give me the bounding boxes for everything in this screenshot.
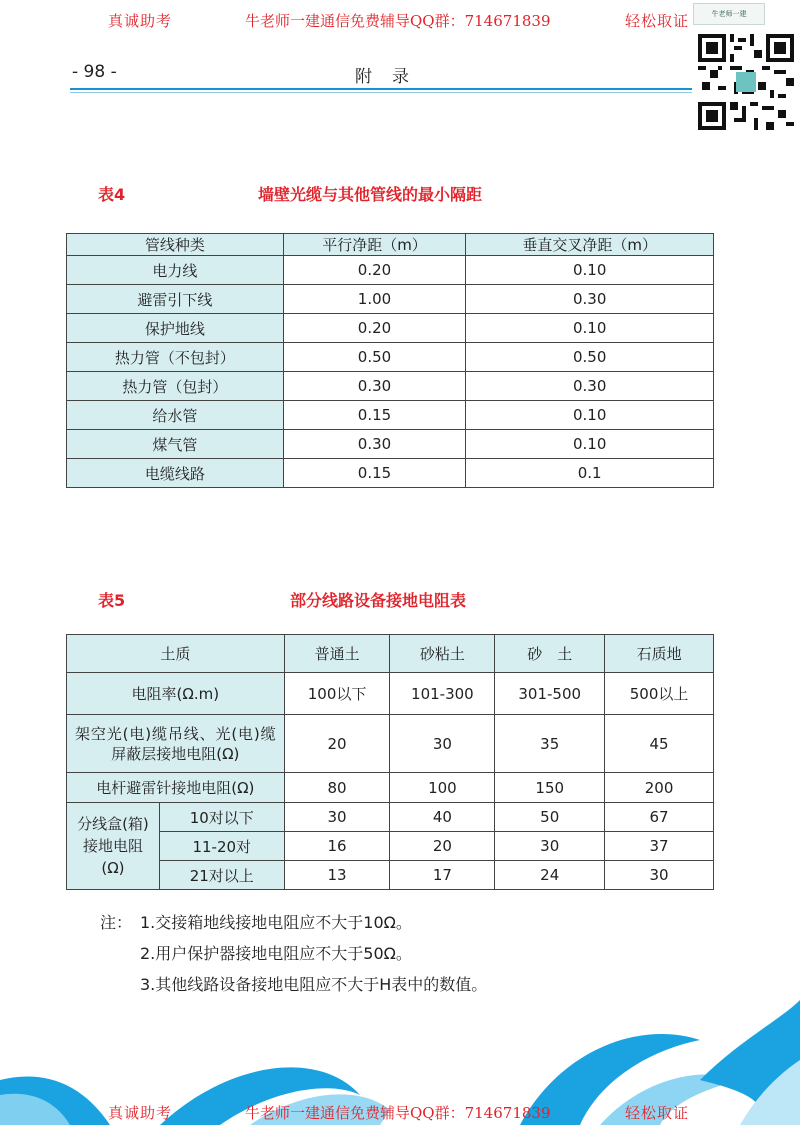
- column-header: 平行净距（m）: [283, 234, 466, 256]
- table-cell: 0.10: [466, 314, 714, 343]
- table-row: [67, 673, 714, 715]
- table-row: [67, 430, 714, 459]
- table-cell: 45: [605, 715, 714, 773]
- table-cell: 20: [390, 832, 495, 861]
- table-cell: 20: [284, 715, 390, 773]
- table-cell: 0.30: [283, 430, 466, 459]
- row-subheader: 10对以下: [159, 803, 284, 832]
- row-header: 热力管（包封）: [67, 372, 284, 401]
- table-cell: 50: [495, 803, 605, 832]
- column-header: 管线种类: [67, 234, 284, 256]
- column-header: 砂粘土: [390, 635, 495, 673]
- row-header: 电杆避雷针接地电阻(Ω): [67, 773, 285, 803]
- table5-caption: [0, 588, 800, 612]
- page-number: - 98 -: [72, 62, 117, 82]
- row-header: 电缆线路: [67, 459, 284, 488]
- table-cell: 0.20: [283, 256, 466, 285]
- table-cell: 0.15: [283, 459, 466, 488]
- banner-center-text: 牛老师一建通信免费辅导QQ群：714671839: [245, 12, 551, 30]
- table-row: [67, 861, 714, 890]
- banner-center-text: 牛老师一建通信免费辅导QQ群：714671839: [245, 1104, 551, 1122]
- table-cell: 0.10: [466, 430, 714, 459]
- column-header: 砂 土: [495, 635, 605, 673]
- bottom-banner: [0, 1096, 800, 1126]
- notes-lead: 注：: [100, 913, 133, 932]
- table-cell: 0.30: [283, 372, 466, 401]
- table-row: [67, 343, 714, 372]
- table-cell: 0.1: [466, 459, 714, 488]
- table5-label: 表5: [98, 591, 126, 610]
- table-cell: 30: [284, 803, 390, 832]
- table-cell: 500以上: [605, 673, 714, 715]
- table-cell: 101-300: [390, 673, 495, 715]
- column-header: 石质地: [605, 635, 714, 673]
- table-cell: 17: [390, 861, 495, 890]
- row-header: 煤气管: [67, 430, 284, 459]
- table-cell: 67: [605, 803, 714, 832]
- note-item: 3.其他线路设备接地电阻应不大于H表中的数值。: [140, 975, 488, 994]
- row-header: 热力管（不包封）: [67, 343, 284, 372]
- table-cell: 40: [390, 803, 495, 832]
- table-cell: 35: [495, 715, 605, 773]
- note-item: 1.交接箱地线接地电阻应不大于10Ω。: [140, 913, 412, 932]
- table5-title: 部分线路设备接地电阻表: [290, 591, 467, 610]
- table-cell: 0.30: [466, 285, 714, 314]
- table-row: [67, 459, 714, 488]
- table-cell: 30: [605, 861, 714, 890]
- table4-title: 墙壁光缆与其他管线的最小隔距: [258, 185, 483, 204]
- table-cell: 24: [495, 861, 605, 890]
- table-row: [67, 372, 714, 401]
- table-cell: 16: [284, 832, 390, 861]
- table-cell: 80: [284, 773, 390, 803]
- table-cell: 301-500: [495, 673, 605, 715]
- row-group-header: 分线盒(箱)接地电阻(Ω): [67, 803, 160, 890]
- table4-caption: [0, 182, 800, 206]
- column-header: 土质: [67, 635, 285, 673]
- table-row: [67, 256, 714, 285]
- row-header: 保护地线: [67, 314, 284, 343]
- notes-section: [100, 910, 487, 1003]
- table-cell: 13: [284, 861, 390, 890]
- table4-label: 表4: [98, 185, 126, 204]
- table-row: [67, 773, 714, 803]
- table-cell: 0.30: [466, 372, 714, 401]
- banner-left-text: 真诚助考: [108, 12, 173, 30]
- table-row: [67, 832, 714, 861]
- table-cell: 0.50: [466, 343, 714, 372]
- header-rule: [70, 88, 692, 90]
- banner-left-text: 真诚助考: [108, 1104, 173, 1122]
- note-line: [100, 941, 487, 972]
- table-cell: 1.00: [283, 285, 466, 314]
- brand-logo: 牛老师一建: [693, 3, 765, 25]
- table-cell: 30: [390, 715, 495, 773]
- row-header: 电阻率(Ω.m): [67, 673, 285, 715]
- table-header-row: [67, 234, 714, 256]
- table-cell: 0.50: [283, 343, 466, 372]
- table-cell: 0.20: [283, 314, 466, 343]
- table-row: [67, 401, 714, 430]
- column-header: 普通土: [284, 635, 390, 673]
- table-row: [67, 803, 714, 832]
- table-cell: 0.15: [283, 401, 466, 430]
- row-header: 给水管: [67, 401, 284, 430]
- table-cell: 150: [495, 773, 605, 803]
- row-header: 电力线: [67, 256, 284, 285]
- table-cell: 30: [495, 832, 605, 861]
- row-subheader: 11-20对: [159, 832, 284, 861]
- column-header: 垂直交叉净距（m）: [466, 234, 714, 256]
- table-row: [67, 715, 714, 773]
- table-cell: 100以下: [284, 673, 390, 715]
- note-item: 2.用户保护器接地电阻应不大于50Ω。: [140, 944, 412, 963]
- table-row: [67, 285, 714, 314]
- clearance-table: [66, 233, 714, 488]
- note-line: [100, 910, 487, 941]
- table-cell: 100: [390, 773, 495, 803]
- table-cell: 37: [605, 832, 714, 861]
- table-cell: 0.10: [466, 256, 714, 285]
- row-header: 架空光(电)缆吊线、光(电)缆屏蔽层接地电阻(Ω): [67, 715, 285, 773]
- banner-right-text: 轻松取证: [625, 1104, 690, 1122]
- chapter-title: 附录: [355, 67, 429, 87]
- top-banner: [0, 4, 800, 34]
- grounding-resistance-table: [66, 634, 714, 890]
- note-line: [100, 972, 487, 1003]
- row-subheader: 21对以上: [159, 861, 284, 890]
- table-cell: 0.10: [466, 401, 714, 430]
- table-cell: 200: [605, 773, 714, 803]
- table-header-row: [67, 635, 714, 673]
- header-rule-thin: [70, 92, 692, 93]
- row-header: 避雷引下线: [67, 285, 284, 314]
- banner-right-text: 轻松取证: [625, 12, 690, 30]
- table-row: [67, 314, 714, 343]
